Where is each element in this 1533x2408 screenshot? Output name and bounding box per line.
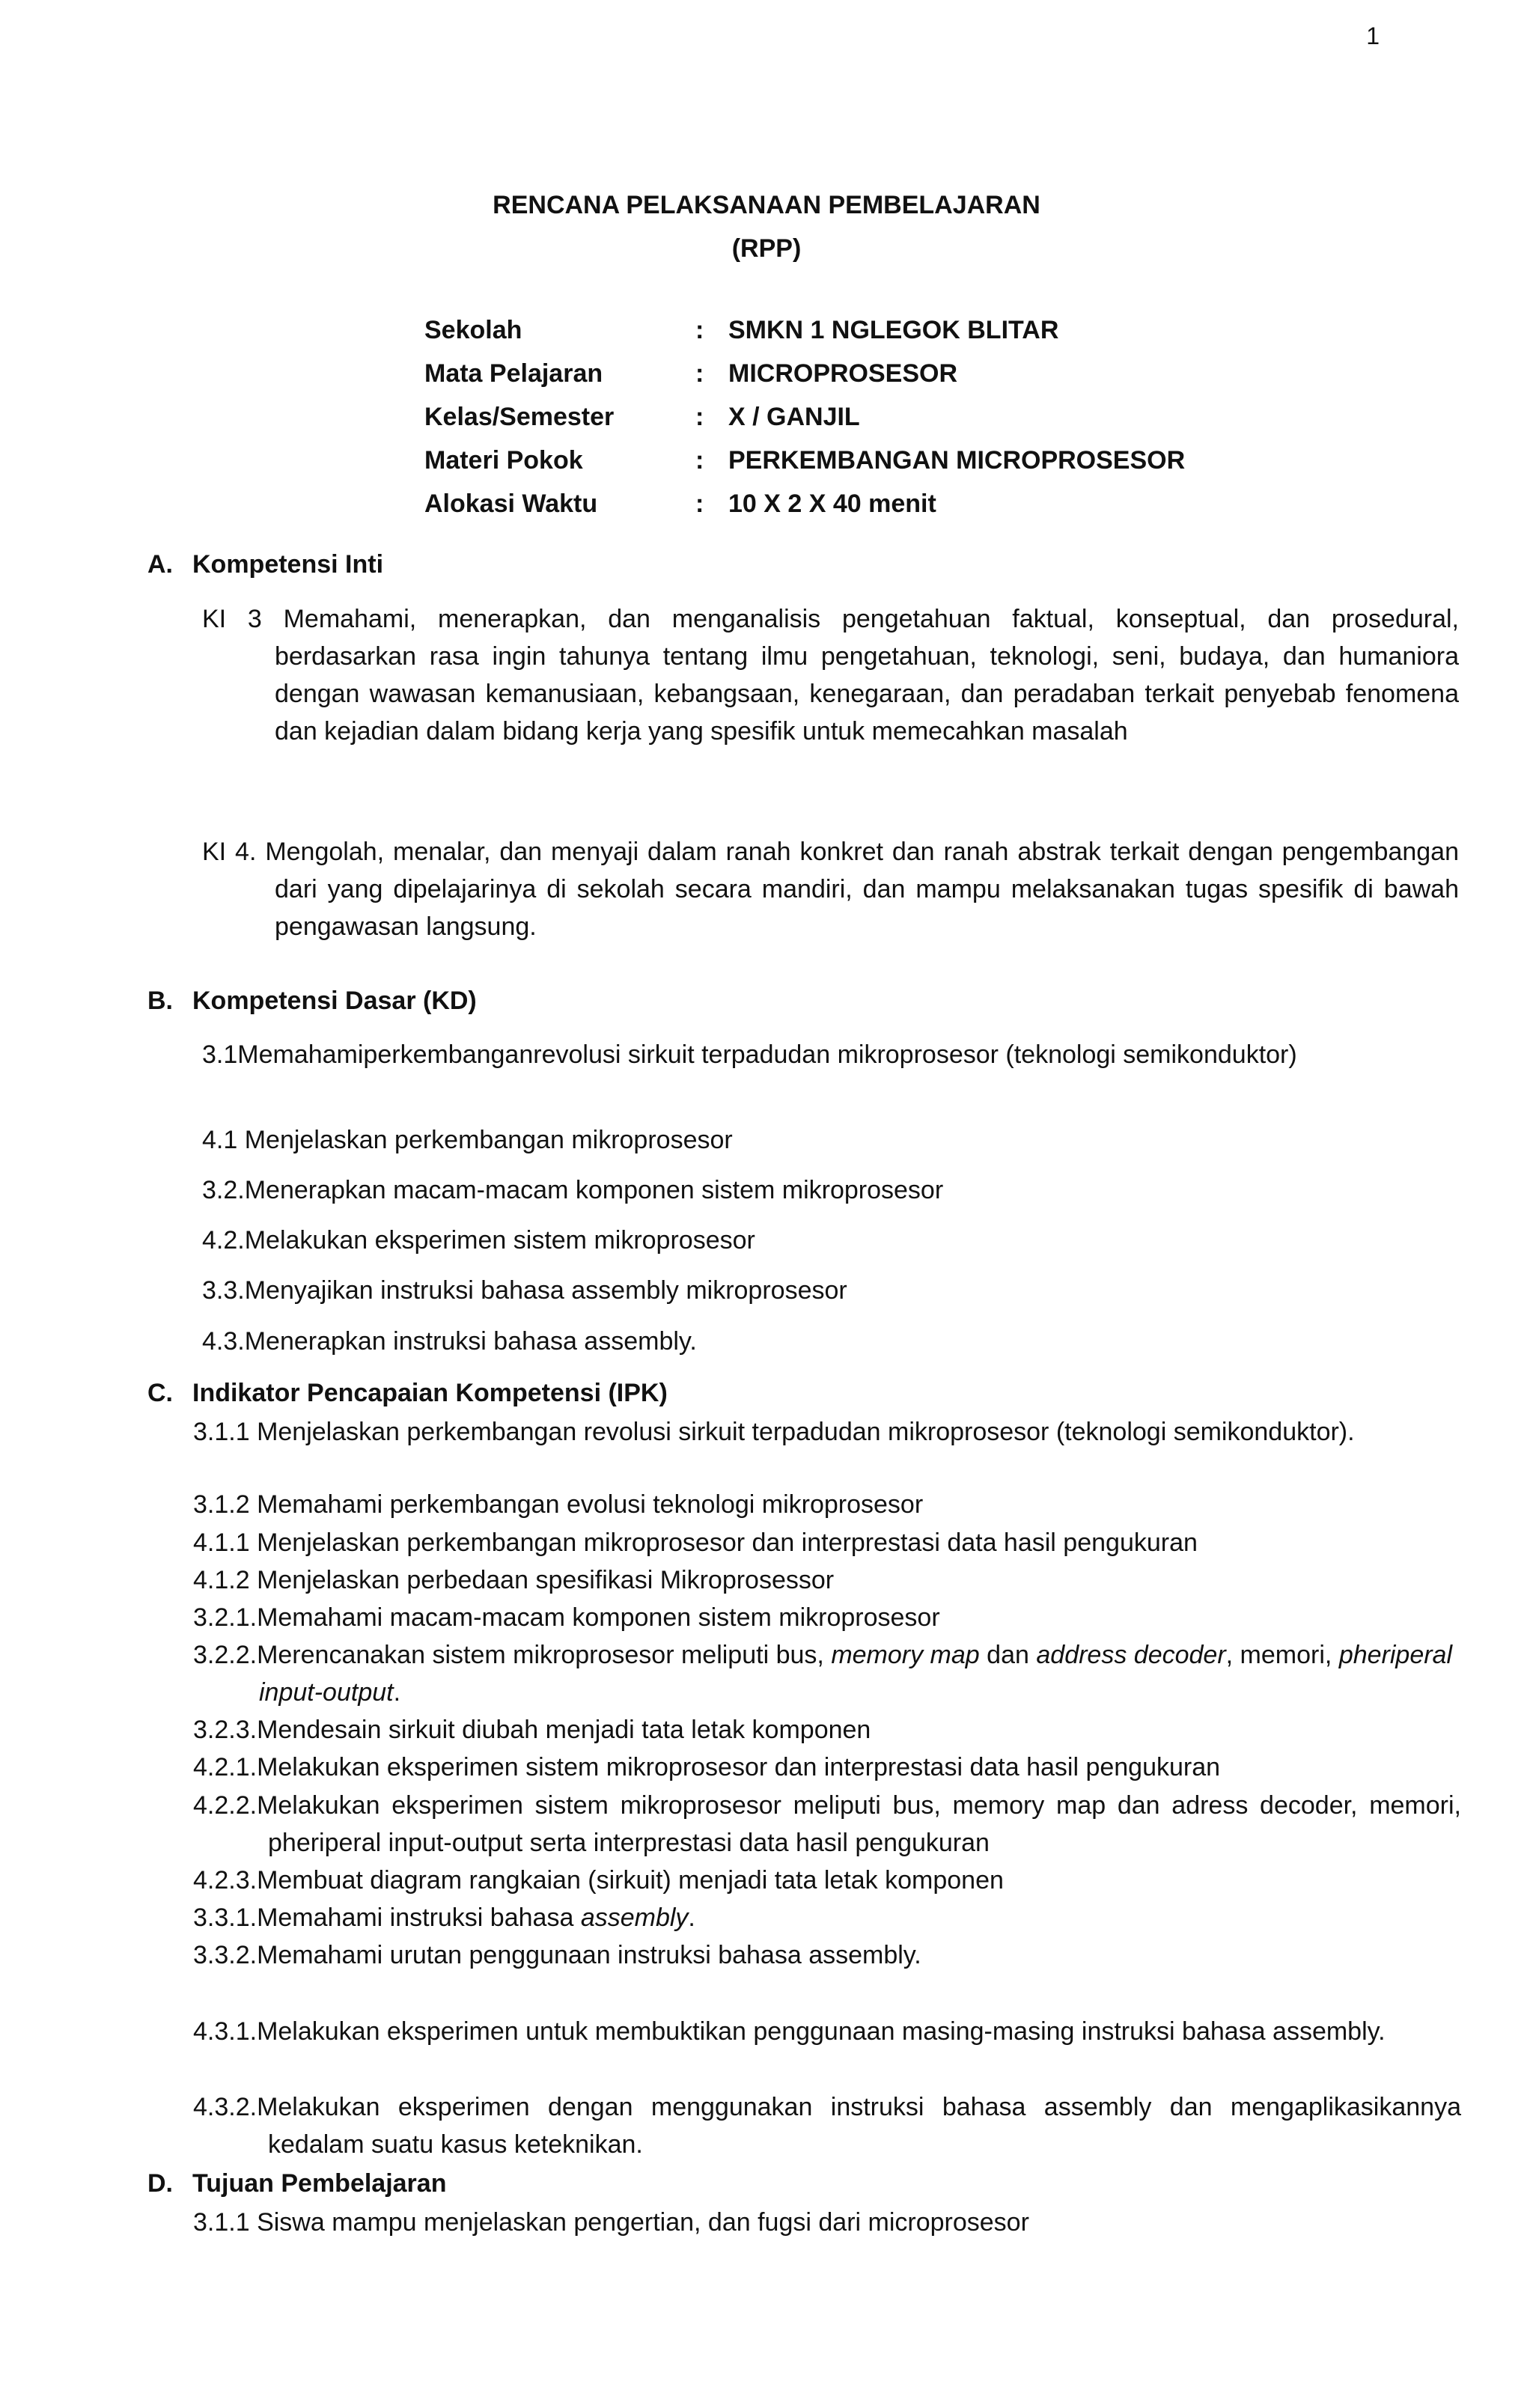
info-row-sekolah	[424, 316, 1323, 359]
ipk-text: 3.2.2.Merencanakan sistem mikroprosesor meliputi bus,	[193, 1641, 824, 1669]
info-value: X / GANJIL	[728, 403, 860, 431]
ipk-item	[193, 1903, 695, 1933]
info-row-mata-pelajaran	[424, 359, 1323, 403]
kd-item: 3.1Memahamiperkembanganrevolusi sirkuit terpadudan mikroprosesor (teknologi semikonduktor)	[202, 1040, 1297, 1069]
ipk-item: 4.3.2.Melakukan eksperimen dengan menggunakan instruksi bahasa assembly dan mengaplikasikannya kedalam suatu kasus keteknikan.	[193, 2093, 1461, 2159]
section-d-heading	[147, 2169, 446, 2198]
document-subtitle: (RPP)	[731, 234, 802, 263]
kd-item: 3.3.Menyajikan instruksi bahasa assembly mikroprosesor	[202, 1276, 847, 1305]
info-label: Alokasi Waktu	[424, 490, 598, 518]
ipk-text: .	[688, 1903, 695, 1932]
info-value: MICROPROSESOR	[728, 359, 958, 388]
section-title: Indikator Pencapaian Kompetensi (IPK)	[192, 1379, 668, 1407]
ipk-item: 3.2.1.Memahami macam-macam komponen sistem mikroprosesor	[193, 1603, 940, 1632]
section-letter: D.	[147, 2169, 173, 2198]
info-label: Mata Pelajaran	[424, 359, 603, 388]
ipk-term: pheriperal input-output	[259, 1641, 1453, 1707]
ipk-text: .	[393, 1678, 401, 1707]
ki3-paragraph: KI 3 Memahami, menerapkan, dan menganalisis pengetahuan faktual, konseptual, dan prosedural, berdasarkan rasa ingin tahunya tentang ilmu pengetahuan, teknologi, seni, budaya, dan humaniora dengan wawasan kemanusiaan, kebangsaan, kenegaraan, dan peradaban terkait penyebab fenomena dan kejadian dalam bidang kerja yang spesifik untuk memecahkan masalah	[202, 605, 1459, 746]
section-title: Tujuan Pembelajaran	[192, 2169, 447, 2198]
kd-item: 3.2.Menerapkan macam-macam komponen sistem mikroprosesor	[202, 1176, 944, 1204]
info-value: PERKEMBANGAN MICROPROSESOR	[728, 446, 1186, 475]
section-a-heading	[147, 550, 383, 579]
kd-item: 4.2.Melakukan eksperimen sistem mikroprosesor	[202, 1226, 755, 1255]
page-number: 1	[1366, 22, 1380, 49]
ipk-item: 4.1.1 Menjelaskan perkembangan mikroprosesor dan interprestasi data hasil pengukuran	[193, 1528, 1198, 1557]
info-label: Kelas/Semester	[424, 403, 615, 431]
info-colon: :	[695, 446, 704, 475]
ki4-paragraph: KI 4. Mengolah, menalar, dan menyaji dalam ranah konkret dan ranah abstrak terkait dengan pengembangan dari yang dipelajarinya di sekolah secara mandiri, dan mampu melaksanakan tugas spesifik di bawah pengawasan langsung.	[202, 838, 1459, 941]
ipk-item: 4.2.1.Melakukan eksperimen sistem mikroprosesor dan interprestasi data hasil pengukuran	[193, 1753, 1221, 1781]
tujuan-item: 3.1.1 Siswa mampu menjelaskan pengertian, dan fugsi dari microprosesor	[193, 2208, 1029, 2237]
ipk-item: 4.3.1.Melakukan eksperimen untuk membuktikan penggunaan masing-masing instruksi bahasa assembly.	[193, 2017, 1386, 2046]
ipk-item: 3.1.2 Memahami perkembangan evolusi teknologi mikroprosesor	[193, 1490, 924, 1519]
ipk-term: address decoder	[1036, 1641, 1226, 1669]
info-colon: :	[695, 490, 704, 518]
info-row-alokasi-waktu	[424, 490, 1323, 533]
ipk-term: assembly	[580, 1903, 689, 1932]
info-row-materi-pokok	[424, 446, 1323, 490]
ipk-item: 3.1.1 Menjelaskan perkembangan revolusi sirkuit terpadudan mikroprosesor (teknologi semikonduktor).	[193, 1418, 1355, 1446]
info-table	[424, 316, 1323, 533]
info-value: 10 X 2 X 40 menit	[728, 490, 936, 518]
section-title: Kompetensi Inti	[192, 550, 384, 579]
ipk-term: memory map	[831, 1641, 980, 1669]
info-label: Sekolah	[424, 316, 522, 344]
info-colon: :	[695, 403, 704, 431]
section-letter: A.	[147, 550, 173, 579]
kd-item: 4.3.Menerapkan instruksi bahasa assembly.	[202, 1327, 697, 1356]
ipk-text: 3.3.1.Memahami instruksi bahasa	[193, 1903, 574, 1932]
ipk-text: dan	[987, 1641, 1029, 1669]
info-label: Materi Pokok	[424, 446, 583, 475]
section-letter: C.	[147, 1379, 173, 1407]
ipk-item: 3.3.2.Memahami urutan penggunaan instruksi bahasa assembly.	[193, 1941, 921, 1969]
ipk-item: 4.1.2 Menjelaskan perbedaan spesifikasi Mikroprosessor	[193, 1566, 835, 1594]
ipk-text: , memori,	[1225, 1641, 1332, 1669]
ipk-item: 4.2.2.Melakukan eksperimen sistem mikroprosesor meliputi bus, memory map dan adress decoder, memori, pheriperal input-output serta interprestasi data hasil pengukuran	[193, 1791, 1461, 1857]
info-row-kelas-semester	[424, 403, 1323, 446]
ipk-item: 3.2.3.Mendesain sirkuit diubah menjadi tata letak komponen	[193, 1716, 871, 1744]
section-title: Kompetensi Dasar (KD)	[192, 987, 477, 1015]
ipk-item	[193, 1636, 1452, 1711]
section-b-heading	[147, 987, 477, 1016]
ipk-item: 4.2.3.Membuat diagram rangkaian (sirkuit) menjadi tata letak komponen	[193, 1866, 1004, 1895]
kd-item: 4.1 Menjelaskan perkembangan mikroprosesor	[202, 1126, 733, 1154]
info-colon: :	[695, 359, 704, 388]
document-title: RENCANA PELAKSANAAN PEMBELAJARAN	[493, 191, 1040, 219]
info-value: SMKN 1 NGLEGOK BLITAR	[728, 316, 1059, 344]
section-c-heading	[147, 1379, 668, 1408]
section-letter: B.	[147, 987, 173, 1015]
info-colon: :	[695, 316, 704, 344]
